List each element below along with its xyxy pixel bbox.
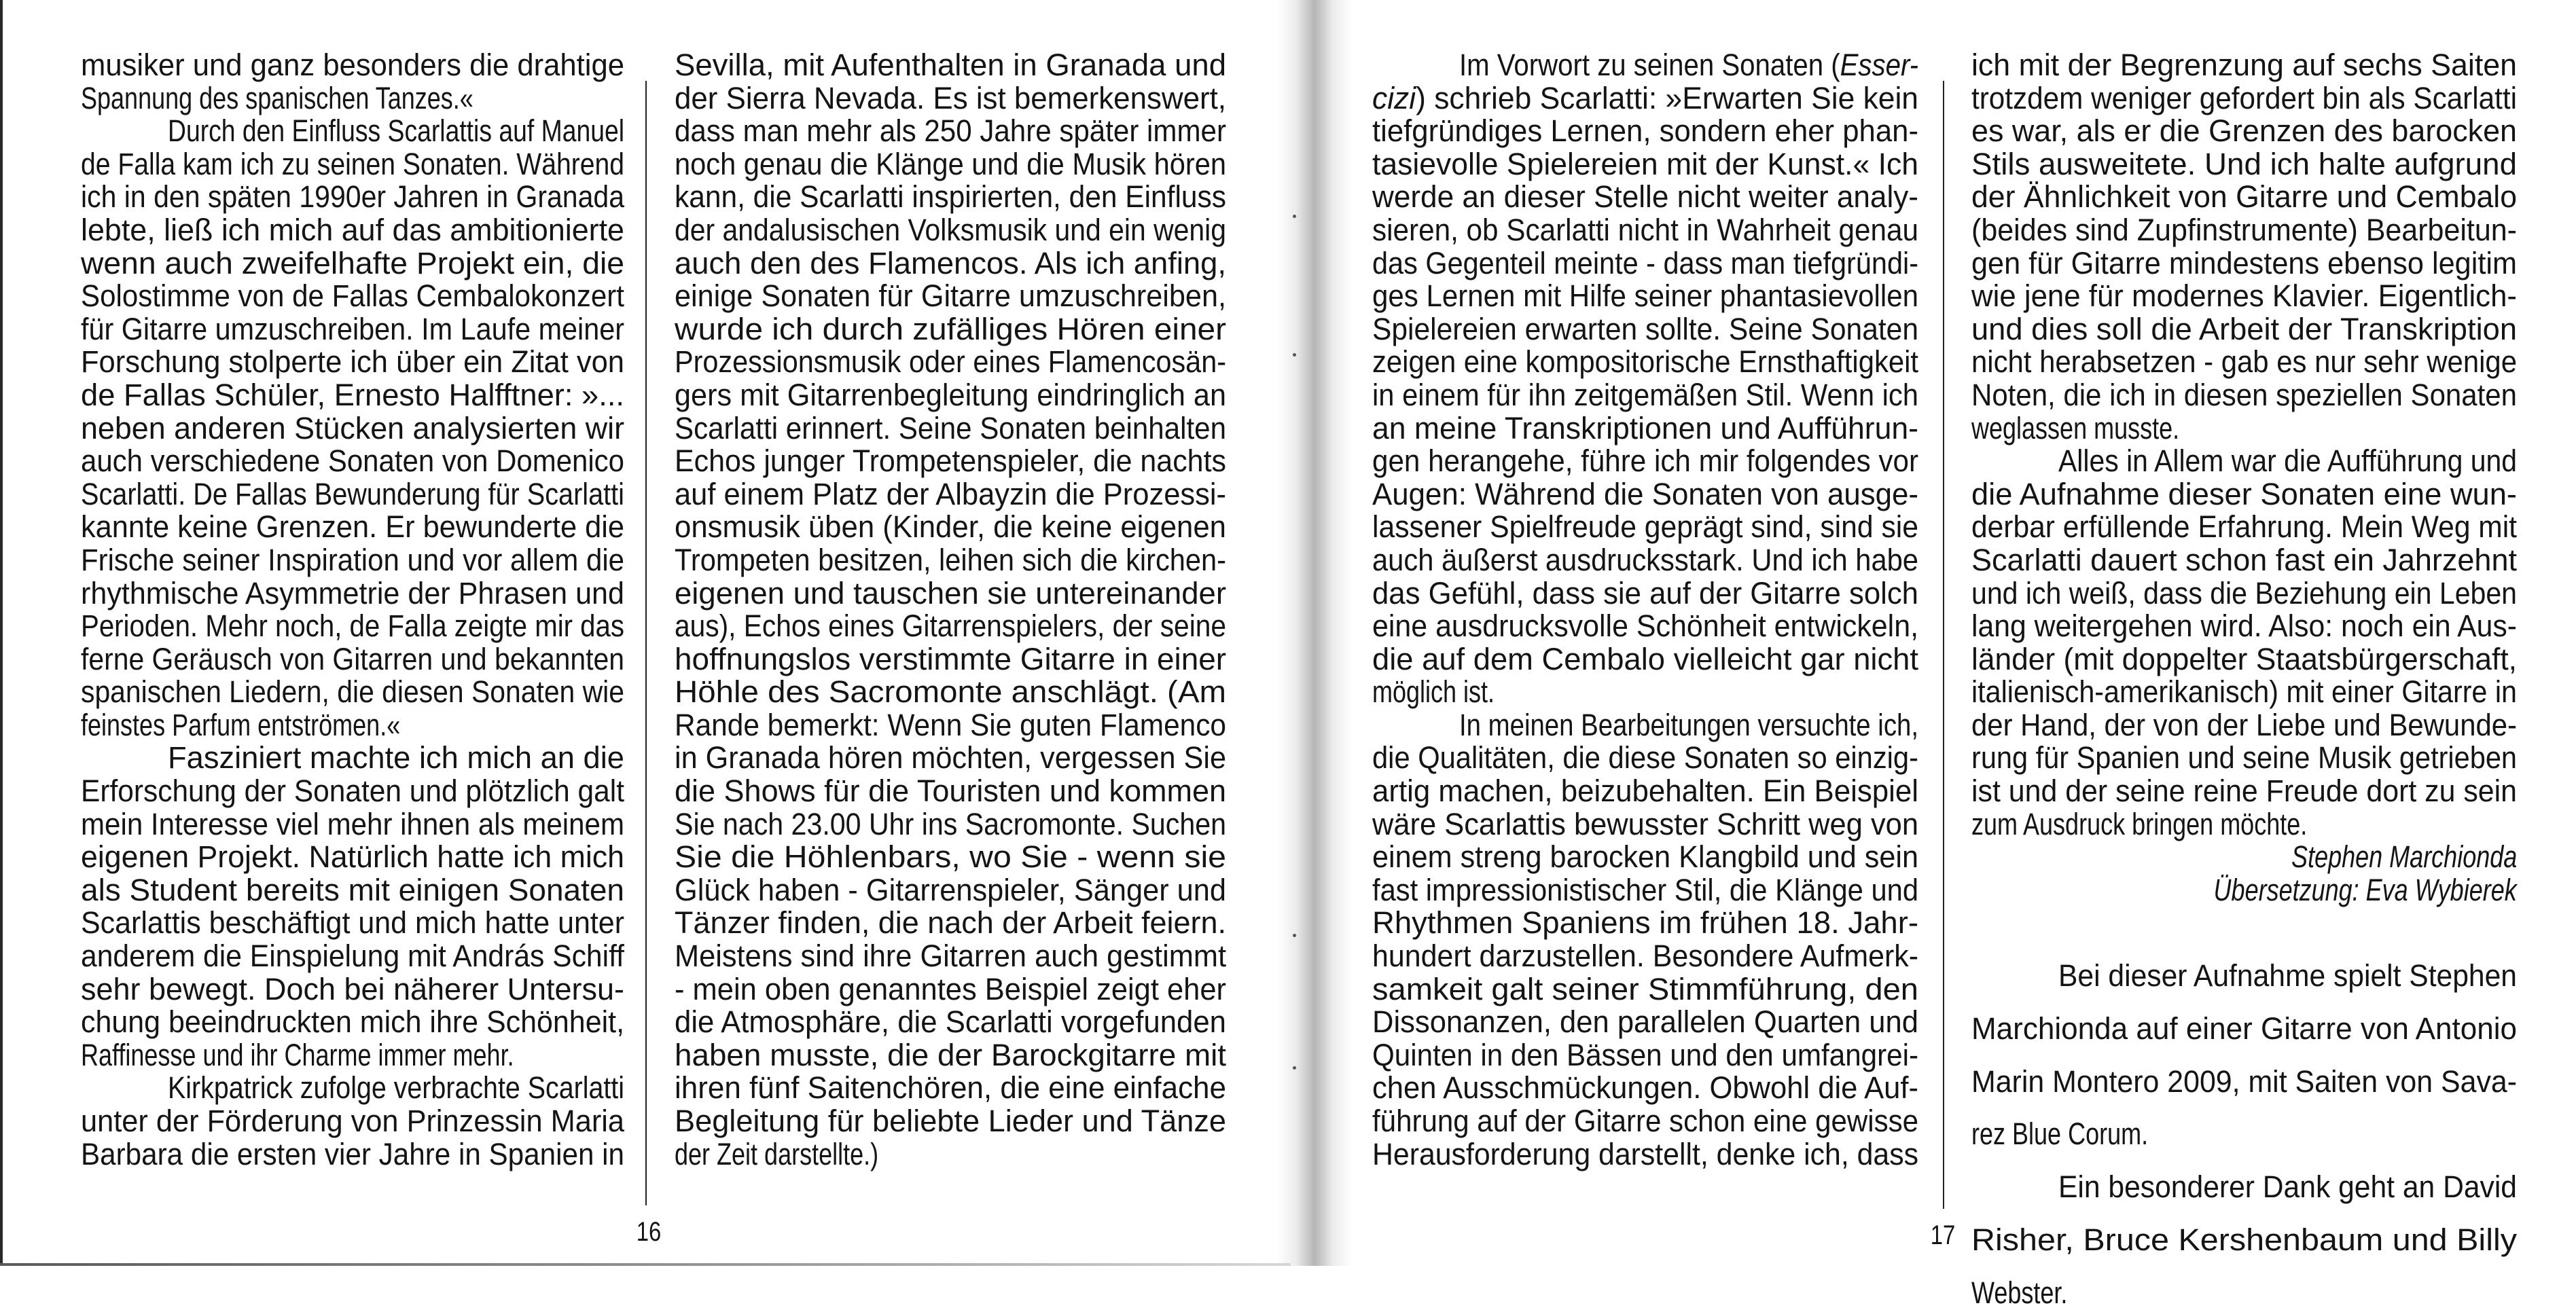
- line-text: in einem für ihn zeitgemäßen Stil. Wenn ich: [1372, 377, 1918, 412]
- line-text: rhythmische Asymmetrie der Phrasen und: [81, 575, 624, 611]
- text-line: [81, 643, 624, 676]
- line-text: weglassen musste.: [1971, 410, 2180, 445]
- text-line: [81, 346, 624, 379]
- line-text: Barbara die ersten vier Jahre in Spanien in: [81, 1136, 624, 1171]
- line-text: gen für Gitarre mindestens ebenso legitim: [1971, 245, 2517, 280]
- text-line: [1372, 1072, 1918, 1105]
- text-line: [675, 511, 1226, 544]
- text-line: [675, 874, 1226, 907]
- text-line: [1372, 841, 1918, 874]
- line-text: möglich ist.: [1372, 674, 1495, 710]
- text-line: [81, 907, 624, 940]
- column-divider: [1943, 81, 1944, 1209]
- text-line: [1971, 808, 2517, 841]
- line-text: auch verschiedene Sonaten von Domenico: [81, 443, 624, 479]
- text-line: [675, 247, 1226, 280]
- line-text: eigenen Projekt. Natürlich hatte ich mich: [81, 839, 624, 875]
- text-line: [1971, 412, 2517, 445]
- text-column-1: [81, 49, 624, 1171]
- line-text: Spannung des spanischen Tanzes.«: [81, 80, 473, 115]
- line-text: musiker und ganz besonders die drahtige: [81, 48, 624, 82]
- text-line: [81, 115, 624, 148]
- text-line: [81, 610, 624, 643]
- text-line: [81, 676, 624, 709]
- line-text: Scarlatti. De Fallas Bewunderung für Scarlatti: [81, 476, 624, 511]
- text-line: [1971, 841, 2517, 874]
- line-text: die Qualitäten, die diese Sonaten so einzig-: [1372, 740, 1918, 776]
- text-line: [1372, 1039, 1918, 1072]
- line-text: rez Blue Corum.: [1971, 1116, 2149, 1152]
- text-line: [1372, 82, 1918, 115]
- line-text: und dies soll die Arbeit der Transkription: [1971, 311, 2517, 346]
- line-text: ich mit der Begrenzung auf sechs Saiten: [1971, 48, 2517, 82]
- line-text: Scarlatti dauert schon fast ein Jahrzehnt: [1971, 542, 2517, 577]
- line-text: In meinen Bearbeitungen versuchte ich,: [1459, 707, 1918, 742]
- text-line: [81, 49, 624, 82]
- line-text: das Gegenteil meinte - dass man tiefgründi-: [1372, 245, 1918, 280]
- text-line: [81, 940, 624, 973]
- text-line: [81, 544, 624, 577]
- line-text: Herausforderung darstellt, denke ich, dass: [1372, 1136, 1918, 1171]
- text-line: [1372, 280, 1918, 313]
- line-text: wie jene für modernes Klavier. Eigentlich-: [1971, 278, 2517, 314]
- line-text: sieren, ob Scarlatti nicht in Wahrheit genau: [1372, 212, 1918, 247]
- text-line: [675, 1039, 1226, 1072]
- line-text: Rhythmen Spaniens im frühen 18. Jahr-: [1372, 905, 1918, 941]
- text-line: [675, 841, 1226, 874]
- text-line: [675, 1105, 1226, 1138]
- line-text: artig machen, beizubehalten. Ein Beispiel: [1372, 774, 1918, 809]
- line-text: Dissonanzen, den parallelen Quarten und: [1372, 1004, 1918, 1040]
- line-text: Bei dieser Aufnahme spielt Stephen: [2058, 958, 2517, 994]
- line-text: de Falla kam ich zu seinen Sonaten. Während: [81, 146, 624, 181]
- text-line: [1372, 907, 1918, 940]
- line-text: (beides sind Zupfinstrumente) Bearbeitun-: [1971, 212, 2517, 247]
- text-line: [81, 379, 624, 412]
- text-line: [1372, 742, 1918, 775]
- line-text: Scarlattis beschäftigt und mich hatte unter: [81, 905, 624, 941]
- line-text: Stephen Marchionda: [2291, 839, 2517, 875]
- line-text: chen Ausschmückungen. Obwohl die Auf-: [1372, 1070, 1918, 1106]
- text-line: [675, 214, 1226, 247]
- text-line: [1971, 214, 2517, 247]
- text-line: [675, 709, 1226, 742]
- line-text: Erforschung der Sonaten und plötzlich galt: [81, 774, 624, 809]
- text-line: [1971, 775, 2517, 808]
- line-text: derbar erfüllende Erfahrung. Mein Weg mit: [1971, 509, 2517, 545]
- text-line: [1372, 643, 1918, 676]
- line-text: unter der Förderung von Prinzessin Maria: [81, 1104, 624, 1138]
- line-text: anderem die Einspielung mit András Schiff: [81, 939, 624, 974]
- line-text: wenn auch zweifelhafte Projekt ein, die: [81, 245, 624, 280]
- text-line: [675, 82, 1226, 115]
- line-text: und ich weiß, dass die Beziehung ein Leben: [1971, 575, 2517, 611]
- line-text: Augen: Während die Sonaten von ausge-: [1372, 476, 1918, 511]
- text-line: [81, 808, 624, 841]
- text-line: [81, 478, 624, 511]
- line-text: italienisch-amerikanisch) mit einer Gitarre in: [1971, 674, 2517, 710]
- scan-speck: [1293, 934, 1296, 937]
- line-text: werde an dieser Stelle nicht weiter analy-: [1372, 179, 1918, 215]
- line-text: ) schrieb Scarlatti: »Erwarten Sie kein: [1416, 80, 1918, 115]
- line-text: Durch den Einfluss Scarlattis auf Manuel: [168, 113, 624, 149]
- line-text: Frische seiner Inspiration und vor allem die: [81, 542, 624, 577]
- line-text: nicht herabsetzen - gab es nur sehr wenige: [1971, 344, 2517, 380]
- line-text: einige Sonaten für Gitarre umzuschreiben,: [675, 278, 1226, 314]
- line-text: lang weitergehen wird. Also: noch ein Aus-: [1971, 608, 2517, 644]
- text-line: [675, 478, 1226, 511]
- scan-edge-bottom: [0, 1263, 1291, 1266]
- line-text: Trompeten besitzen, leihen sich die kirchen-: [675, 542, 1226, 577]
- text-line: [675, 940, 1226, 973]
- text-line: [675, 412, 1226, 445]
- text-line: [1372, 181, 1918, 214]
- line-text: hoffnungslos verstimmte Gitarre in einer: [675, 641, 1226, 676]
- line-text: Quinten in den Bässen und den umfangrei-: [1372, 1037, 1918, 1072]
- line-text: Webster.: [1971, 1275, 2068, 1310]
- line-text: das Gefühl, dass sie auf der Gitarre solch: [1372, 575, 1918, 611]
- text-line: [81, 775, 624, 808]
- text-line: [1971, 181, 2517, 214]
- text-line: [81, 247, 624, 280]
- text-line: [81, 214, 624, 247]
- line-text: Noten, die ich in diesen speziellen Sonaten: [1971, 377, 2517, 412]
- text-line: [1372, 346, 1918, 379]
- text-line: [1372, 247, 1918, 280]
- text-line: [81, 181, 624, 214]
- text-line: [81, 841, 624, 874]
- text-line: [675, 775, 1226, 808]
- text-line: [1971, 1277, 2517, 1310]
- text-line: [1372, 676, 1918, 709]
- text-line: [675, 610, 1226, 643]
- text-line: [1372, 544, 1918, 577]
- text-line: [1372, 973, 1918, 1006]
- line-text: Fasziniert machte ich mich an die: [168, 740, 625, 776]
- text-line: [81, 1006, 624, 1039]
- line-text: der Sierra Nevada. Es ist bemerkenswert,: [675, 80, 1226, 115]
- line-text: fast impressionistischer Stil, die Klänge und: [1372, 872, 1918, 907]
- line-text: Stils ausweitete. Und ich halte aufgrund: [1971, 146, 2517, 181]
- line-text: Kirkpatrick zufolge verbrachte Scarlatti: [168, 1070, 624, 1106]
- text-line: [1372, 1105, 1918, 1138]
- text-line: [1372, 445, 1918, 478]
- line-text: gen herangehe, führe ich mir folgendes vor: [1372, 443, 1918, 479]
- text-line: [1971, 960, 2517, 993]
- line-text: wurde ich durch zufälliges Hören einer: [675, 311, 1226, 346]
- text-line: [1372, 940, 1918, 973]
- text-line: [675, 907, 1226, 940]
- line-text: - mein oben genanntes Beispiel zeigt eher: [675, 971, 1226, 1006]
- line-text: tiefgründiges Lernen, sondern eher phan-: [1372, 113, 1918, 149]
- text-line: [1372, 379, 1918, 412]
- text-column-4: [1971, 49, 2517, 1309]
- text-line: [1372, 148, 1918, 181]
- text-line: [675, 49, 1226, 82]
- text-line: [675, 280, 1226, 313]
- text-line: [1971, 49, 2517, 82]
- text-line: [1372, 1138, 1918, 1171]
- line-text: kann, die Scarlatti inspirierten, den Einfluss: [675, 179, 1226, 215]
- text-line: [81, 313, 624, 346]
- line-text: aus), Echos eines Gitarrenspielers, der seine: [675, 608, 1226, 644]
- text-line: [81, 742, 624, 775]
- line-text: als Student bereits mit einigen Sonaten: [81, 872, 624, 907]
- text-line: [675, 445, 1226, 478]
- text-line: [81, 412, 624, 445]
- line-text: zum Ausdruck bringen möchte.: [1971, 806, 2308, 841]
- line-text: tasievolle Spielereien mit der Kunst.« Ich: [1372, 146, 1918, 181]
- text-line: [1971, 610, 2517, 643]
- line-text: Prozessionsmusik oder eines Flamencosän-: [675, 344, 1226, 380]
- text-line: [1372, 610, 1918, 643]
- text-line: [675, 313, 1226, 346]
- line-text: auch äußerst ausdrucksstark. Und ich habe: [1372, 542, 1918, 577]
- line-text: mein Interesse viel mehr ihnen als meinem: [81, 806, 624, 841]
- text-line: [1372, 313, 1918, 346]
- line-text: Marchionda auf einer Gitarre von Antonio: [1971, 1011, 2517, 1046]
- text-line: [1971, 577, 2517, 611]
- line-text: die auf dem Cembalo vielleicht gar nicht: [1372, 641, 1918, 676]
- text-line: [1971, 1224, 2517, 1257]
- line-text: ges Lernen mit Hilfe seiner phantasievollen: [1372, 278, 1918, 314]
- line-text: spanischen Liedern, die diesen Sonaten wie: [81, 674, 624, 710]
- text-line: [1971, 511, 2517, 544]
- line-text: Tänzer finden, die nach der Arbeit feiern.: [675, 905, 1226, 941]
- line-text: noch genau die Klänge und die Musik hören: [675, 146, 1226, 181]
- text-line: [81, 511, 624, 544]
- text-line: [81, 1138, 624, 1171]
- text-line: [675, 1006, 1226, 1039]
- text-line: [1971, 313, 2517, 346]
- text-line: [81, 1072, 624, 1105]
- text-line: [675, 1072, 1226, 1105]
- text-line: [81, 82, 624, 115]
- line-text: gers mit Gitarrenbegleitung eindringlich an: [675, 377, 1226, 412]
- page-number: 16: [636, 1217, 662, 1247]
- text-line: [1372, 478, 1918, 511]
- text-line: [81, 1039, 624, 1072]
- line-text: Übersetzung: Eva Wybierek: [2213, 872, 2517, 907]
- line-text: hundert darzustellen. Besondere Aufmerk-: [1372, 939, 1918, 974]
- text-line: [675, 643, 1226, 676]
- line-text: Glück haben - Gitarrenspieler, Sänger und: [675, 872, 1226, 907]
- text-line: [675, 808, 1226, 841]
- page-number: 17: [1930, 1220, 1956, 1250]
- text-line: [81, 148, 624, 181]
- text-line: [1372, 49, 1918, 82]
- text-line: [1372, 874, 1918, 907]
- text-line: [1971, 544, 2517, 577]
- column-divider: [645, 81, 647, 1205]
- line-text: in Granada hören möchten, vergessen Sie: [675, 740, 1226, 776]
- text-line: [1372, 511, 1918, 544]
- line-text: einem streng barocken Klangbild und sein: [1372, 839, 1918, 875]
- line-text: samkeit galt seiner Stimmführung, den: [1372, 971, 1918, 1006]
- text-line: [675, 115, 1226, 148]
- line-text: zeigen eine kompositorische Ernsthaftigkeit: [1372, 344, 1918, 380]
- text-line: [1372, 412, 1918, 445]
- text-line: [81, 1105, 624, 1138]
- line-text: de Fallas Schüler, Ernesto Halfftner: »...: [81, 377, 624, 412]
- line-text: Meistens sind ihre Gitarren auch gestimmt: [675, 939, 1226, 974]
- line-text: feinstes Parfum entströmen.«: [81, 707, 401, 742]
- scan-speck: [1293, 1066, 1296, 1070]
- text-line: [1971, 676, 2517, 709]
- line-text: die Shows für die Touristen und kommen: [675, 774, 1226, 809]
- line-text: auf einem Platz der Albayzin die Prozessi-: [675, 476, 1226, 511]
- line-text: ist und der seine reine Freude dort zu sein: [1971, 774, 2517, 809]
- line-text: der Ähnlichkeit von Gitarre und Cembalo: [1971, 179, 2517, 215]
- text-line: [1971, 1013, 2517, 1046]
- line-text: Begleitung für beliebte Lieder und Tänze: [675, 1104, 1226, 1138]
- text-line: [1971, 742, 2517, 775]
- text-column-3: [1372, 49, 1918, 1171]
- text-line: [1372, 1006, 1918, 1039]
- text-line: [81, 709, 624, 742]
- line-text: die Aufnahme dieser Sonaten eine wun-: [1971, 476, 2517, 511]
- text-line: [81, 280, 624, 313]
- text-line: [1971, 1171, 2517, 1204]
- line-text: der andalusischen Volksmusik und ein wenig: [675, 212, 1226, 247]
- line-text: Forschung stolperte ich über ein Zitat von: [81, 344, 624, 380]
- line-text: rung für Spanien und seine Musik getrieben: [1971, 740, 2517, 776]
- line-text: für Gitarre umzuschreiben. Im Laufe meiner: [81, 311, 624, 346]
- text-line: [675, 544, 1226, 577]
- italic-text: Esser-: [1840, 48, 1918, 82]
- text-line: [675, 676, 1226, 709]
- text-line: [81, 874, 624, 907]
- line-text: lassener Spielfreude geprägt sind, sind sie: [1372, 509, 1918, 545]
- line-text: wäre Scarlattis bewusster Schritt weg von: [1372, 806, 1918, 841]
- blank-line: [1971, 907, 2517, 940]
- text-line: [1372, 214, 1918, 247]
- text-line: [1971, 874, 2517, 907]
- text-line: [1971, 82, 2517, 115]
- line-text: Sie nach 23.00 Uhr ins Sacromonte. Suchen: [675, 806, 1226, 841]
- text-line: [1971, 478, 2517, 511]
- line-text: lebte, ließ ich mich auf das ambitionierte: [81, 212, 624, 247]
- scan-edge-left: [0, 0, 3, 1266]
- line-text: kannte keine Grenzen. Er bewunderte die: [81, 509, 624, 545]
- text-line: [1372, 775, 1918, 808]
- line-text: eigenen und tauschen sie untereinander: [675, 575, 1226, 611]
- text-line: [1971, 115, 2517, 148]
- line-text: Im Vorwort zu seinen Sonaten (: [1459, 48, 1840, 82]
- text-line: [1372, 709, 1918, 742]
- line-text: Ein besonderer Dank geht an David: [2058, 1169, 2517, 1205]
- line-text: Alles in Allem war die Aufführung und: [2058, 443, 2517, 479]
- line-text: Echos junger Trompetenspieler, die nachts: [675, 443, 1226, 479]
- text-line: [675, 379, 1226, 412]
- text-line: [1971, 1063, 2517, 1099]
- text-line: [675, 181, 1226, 214]
- text-line: [81, 445, 624, 478]
- page-gutter-shadow: [1277, 0, 1352, 1266]
- text-line: [1372, 115, 1918, 148]
- line-text: es war, als er die Grenzen des barocken: [1971, 113, 2517, 149]
- text-line: [675, 577, 1226, 611]
- line-text: chung beeindruckten mich ihre Schönheit,: [81, 1004, 624, 1040]
- line-text: Sevilla, mit Aufenthalten in Granada und: [675, 48, 1226, 82]
- line-text: länder (mit doppelter Staatsbürgerschaft,: [1971, 641, 2517, 676]
- text-line: [1971, 148, 2517, 181]
- text-line: [675, 973, 1226, 1006]
- line-text: an meine Transkriptionen und Aufführun-: [1372, 410, 1918, 445]
- line-text: Sie die Höhlenbars, wo Sie - wenn sie: [675, 839, 1226, 875]
- text-line: [1971, 280, 2517, 313]
- line-text: Scarlatti erinnert. Seine Sonaten beinhalten: [675, 410, 1226, 445]
- line-text: ich in den späten 1990er Jahren in Granada: [81, 179, 624, 215]
- line-text: Perioden. Mehr noch, de Falla zeigte mir das: [81, 608, 624, 644]
- line-text: Raffinesse und ihr Charme immer mehr.: [81, 1037, 514, 1072]
- text-line: [675, 346, 1226, 379]
- text-line: [1971, 445, 2517, 478]
- line-text: trotzdem weniger gefordert bin als Scarlatti: [1971, 80, 2517, 115]
- text-line: [1372, 577, 1918, 611]
- text-line: [81, 577, 624, 611]
- text-line: [1971, 1118, 2517, 1151]
- line-text: dass man mehr als 250 Jahre später immer: [675, 113, 1226, 149]
- line-text: neben anderen Stücken analysierten wir: [81, 410, 624, 445]
- line-text: Marin Montero 2009, mit Saiten von Sava-: [1971, 1063, 2517, 1099]
- scan-speck: [1293, 353, 1296, 357]
- line-text: Spielereien erwarten sollte. Seine Sonaten: [1372, 311, 1918, 346]
- line-text: Solostimme von de Fallas Cembalokonzert: [81, 278, 624, 314]
- text-line: [675, 1138, 1226, 1171]
- text-line: [675, 742, 1226, 775]
- text-line: [81, 973, 624, 1006]
- line-text: ihren fünf Saitenchören, die eine einfache: [675, 1070, 1226, 1106]
- text-column-2: [675, 49, 1226, 1171]
- line-text: ferne Geräusch von Gitarren und bekannten: [81, 641, 624, 676]
- italic-text: cizi: [1372, 80, 1416, 115]
- line-text: haben musste, die der Barockgitarre mit: [675, 1037, 1226, 1072]
- line-text: der Zeit darstellte.): [675, 1136, 879, 1171]
- text-line: [1372, 808, 1918, 841]
- text-line: [1971, 379, 2517, 412]
- line-text: auch den des Flamencos. Als ich anfing,: [675, 245, 1226, 280]
- text-line: [1971, 709, 2517, 742]
- text-line: [1971, 247, 2517, 280]
- text-line: [1971, 643, 2517, 676]
- line-text: sehr bewegt. Doch bei näherer Untersu-: [81, 971, 624, 1006]
- line-text: der Hand, der von der Liebe und Bewunde-: [1971, 707, 2517, 742]
- text-line: [675, 148, 1226, 181]
- line-text: Höhle des Sacromonte anschlägt. (Am: [675, 674, 1226, 710]
- scan-speck: [1293, 215, 1296, 218]
- line-text: führung auf der Gitarre schon eine gewisse: [1372, 1104, 1918, 1138]
- text-line: [1971, 346, 2517, 379]
- line-text: eine ausdrucksvolle Schönheit entwickeln,: [1372, 608, 1918, 644]
- line-text: Rande bemerkt: Wenn Sie guten Flamenco: [675, 707, 1226, 742]
- line-text: die Atmosphäre, die Scarlatti vorgefunden: [675, 1004, 1226, 1040]
- line-text: onsmusik üben (Kinder, die keine eigenen: [675, 509, 1226, 545]
- line-text: Risher, Bruce Kershenbaum und Billy: [1971, 1222, 2517, 1257]
